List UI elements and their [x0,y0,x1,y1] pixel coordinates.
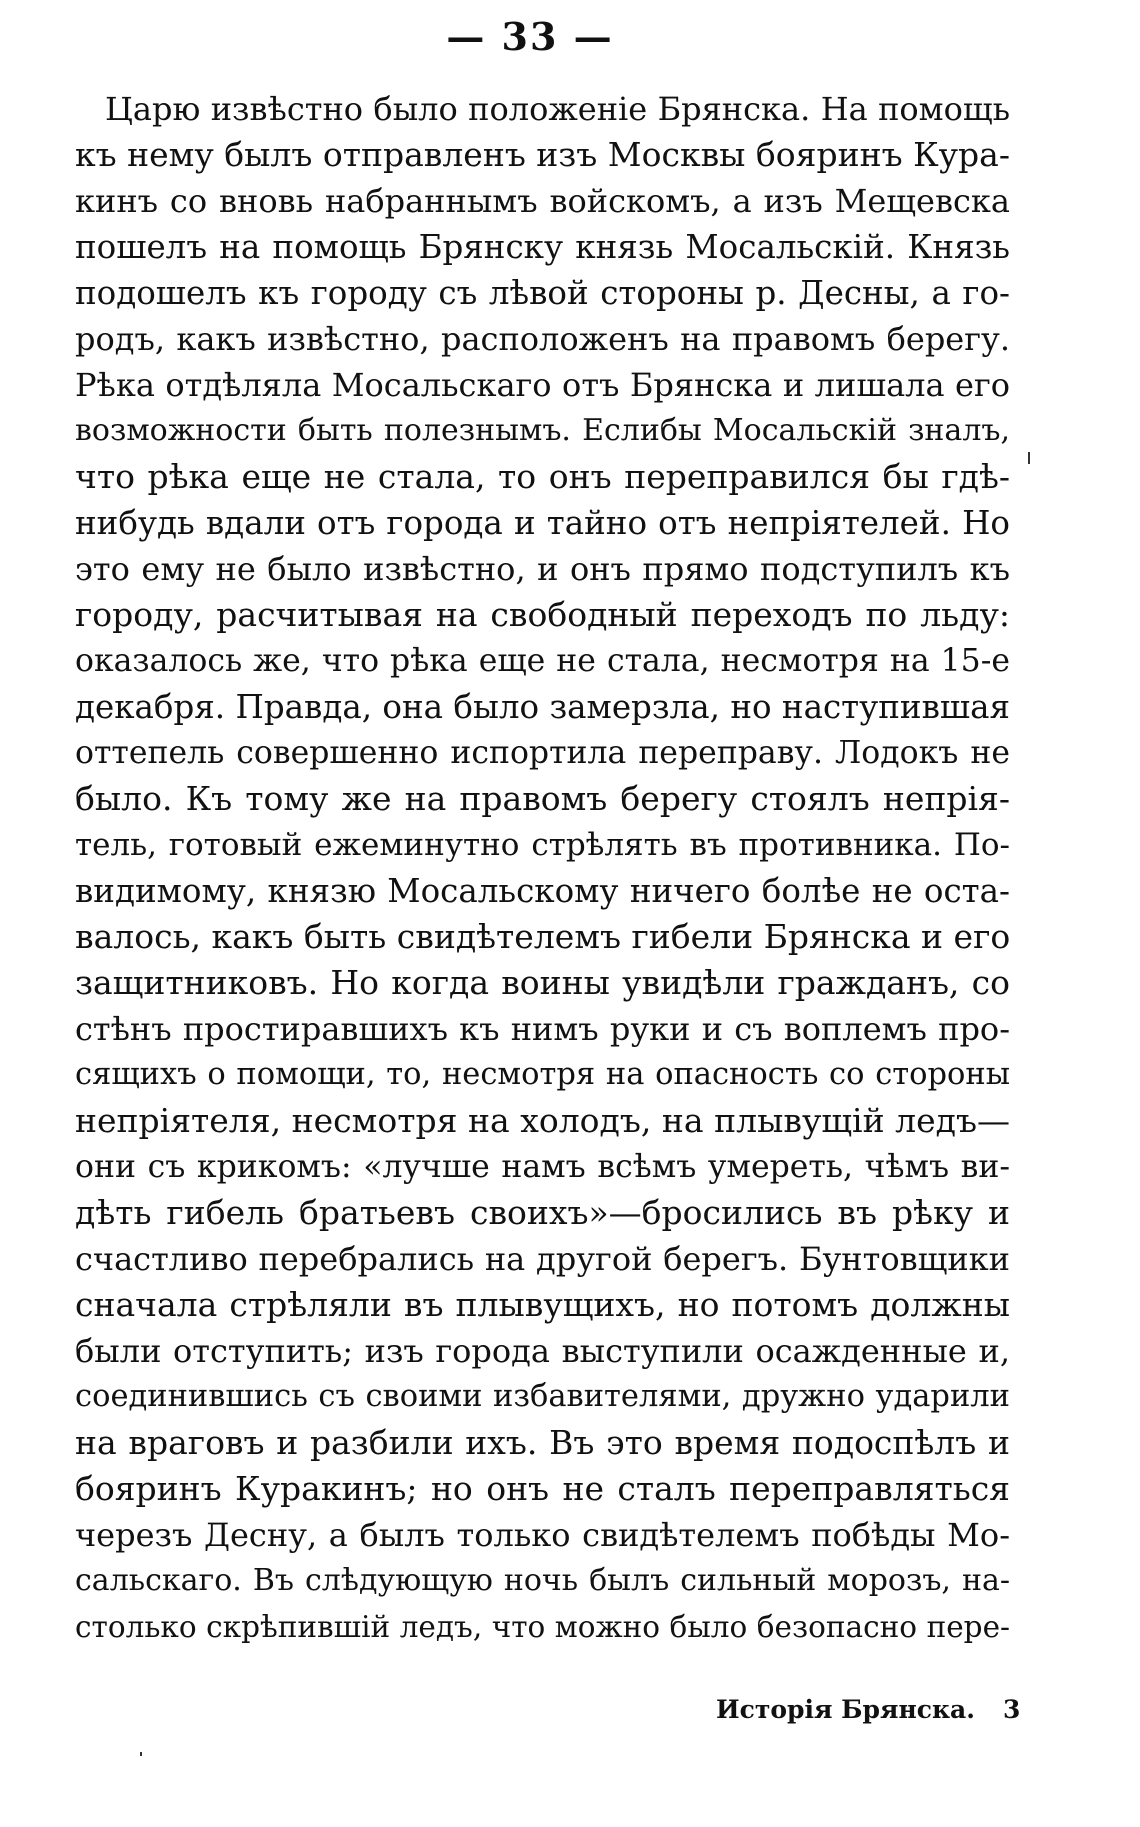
signature-title: Исторія Брянска. [716,1695,975,1724]
text-line: стѣнъ простиравшихъ къ нимъ руки и съ воплемъ про- [75,1010,1010,1048]
text-line: валось, какъ быть свидѣтелемъ гибели Брянска и его [75,917,1010,956]
text-line: оказалось же, что рѣка еще не стала, несмотря на 15-е [75,643,1010,679]
text-line: непріятеля, несмотря на холодъ, на плывущій ледъ— [75,1101,1010,1140]
printer-signature [716,1695,1020,1724]
text-line: сальскаго. Въ слѣдующую ночь былъ сильный морозъ, на- [75,1563,1010,1598]
text-line: дѣть гибель братьевъ своихъ»—бросились въ рѣку и [75,1193,1010,1232]
signature-number: 3 [1002,1695,1021,1724]
text-line: возможности быть полезнымъ. Еслибы Мосальскій зналъ, [75,413,1010,448]
text-line: подошелъ къ городу съ лѣвой стороны р. Десны, а го- [75,274,1010,312]
text-line: столько скрѣпившій ледъ, что можно было безопасно пере- [75,1610,1010,1644]
text-line: пошелъ на помощь Брянску князь Мосальскій. Князь [75,228,1010,266]
print-speck [140,1752,142,1756]
text-line: соединившись съ своими избавителями, дружно ударили [75,1379,1010,1414]
page-number: — 33 — [446,14,614,59]
text-line: это ему не было извѣстно, и онъ прямо подступилъ къ [75,550,1010,588]
text-line: черезъ Десну, а былъ только свидѣтелемъ побѣды Мо- [75,1516,1010,1554]
text-line: они съ крикомъ: «лучше намъ всѣмъ умереть, чѣмъ ви- [75,1149,1010,1185]
text-line: нибудь вдали отъ города и тайно отъ непріятелей. Но [75,504,1010,542]
text-line: сначала стрѣляли въ плывущихъ, но потомъ должны [75,1285,1010,1324]
text-line: защитниковъ. Но когда воины увидѣли гражданъ, со [75,963,1010,1002]
text-line: Царю извѣстно было положеніе Брянска. На помощь [105,90,1010,128]
text-line: Рѣка отдѣляла Мосальскаго отъ Брянска и лишала его [75,366,1010,404]
text-line: оттепель совершенно испортила переправу. Лодокъ не [75,735,1010,771]
text-line: что рѣка еще не стала, то онъ переправился бы гдѣ- [75,457,1010,496]
body-text [75,86,1010,1650]
text-line: на враговъ и разбили ихъ. Въ это время подоспѣлъ и [75,1423,1010,1462]
print-speck [1028,452,1030,464]
text-line: счастливо перебрались на другой берегъ. Бунтовщики [75,1240,1010,1278]
text-line: родъ, какъ извѣстно, расположенъ на правомъ берегу. [75,320,1010,358]
text-line: было. Къ тому же на правомъ берегу стоялъ непрія- [75,779,1010,818]
text-line: были отступить; изъ города выступили осажденные и, [75,1332,1010,1370]
text-line: сящихъ о помощи, то, несмотря на опасность со стороны [75,1057,1010,1092]
text-line: декабря. Правда, она было замерзла, но наступившая [75,688,1010,726]
text-line: видимому, князю Мосальскому ничего болѣе не оста- [75,872,1010,910]
text-line: кинъ со вновь набраннымъ войскомъ, а изъ Мещевска [75,182,1010,220]
text-line: къ нему былъ отправленъ изъ Москвы бояринъ Кура- [75,135,1010,174]
text-line: бояринъ Куракинъ; но онъ не сталъ переправляться [75,1469,1010,1508]
text-line: тель, готовый ежеминутно стрѣлять въ противника. По- [75,827,1010,863]
text-line: городу, расчитывая на свободный переходъ по льду: [75,595,1010,634]
